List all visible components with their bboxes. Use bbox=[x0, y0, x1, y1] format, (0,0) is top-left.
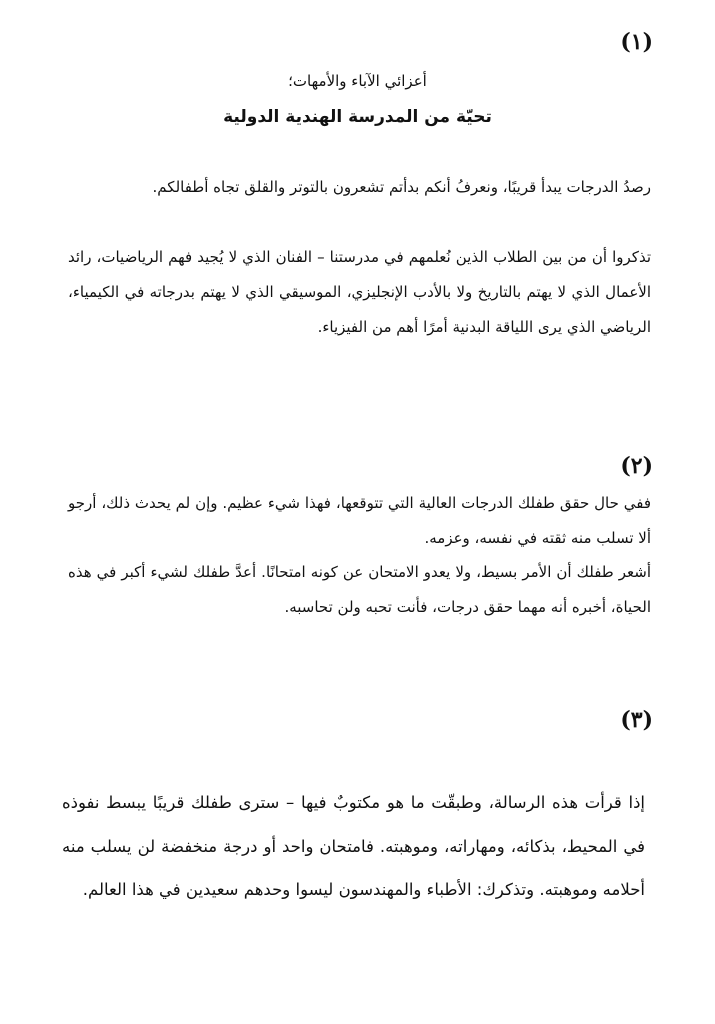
section-1-paragraph-1: رصدُ الدرجات يبدأ قريبًا، ونعرفُ أنكم بدأتم تشعرون بالتوتر والقلق تجاه أطفالكم. bbox=[152, 178, 651, 196]
section-3-number: (٣) bbox=[620, 707, 653, 733]
section-2-number: (٢) bbox=[620, 453, 653, 479]
letter-title: تحيّة من المدرسة الهندية الدولية bbox=[223, 107, 492, 127]
section-1-paragraph-2: تذكروا أن من بين الطلاب الذين نُعلمهم في مدرستنا – الفنان الذي لا يُجيد فهم الرياضيات، رائد الأعمال الذي لا يهتم بالتاريخ ولا بالأدب الإنجليزي، الموسيقي الذي لا يهتم بدرجاته في الكيمياء، الرياضي الذي يرى اللياقة البدنية أمرًا أهم من الفيزياء. bbox=[68, 248, 651, 336]
section-2-paragraph-2: أشعر طفلك أن الأمر بسيط، ولا يعدو الامتحان عن كونه امتحانًا. أعدَّ طفلك لشيء أكبر في هذه الحياة، أخبره أنه مهما حقق درجات، فأنت تحبه ولن تحاسبه. bbox=[68, 563, 651, 616]
section-1-number: (١) bbox=[620, 29, 653, 55]
section-3-paragraph-1: إذا قرأت هذه الرسالة، وطبقّت ما هو مكتوبٌ فيها – سترى طفلك قريبًا يبسط نفوذه في المحيط، بذكائه، ومهاراته، وموهبته. فامتحان واحد أو درجة منخفضة لن يسلب منه أحلامه وموهبته. وتذكرك: الأطباء والمهندسون ليسوا وحدهم سعيدين في هذا العالم. bbox=[62, 793, 645, 899]
greeting: أعزائي الآباء والأمهات؛ bbox=[288, 72, 427, 90]
section-2-paragraph-1: ففي حال حقق طفلك الدرجات العالية التي تتوقعها، فهذا شيء عظيم. وإن لم يحدث ذلك، أرجو ألا تسلب منه ثقته في نفسه، وعزمه. bbox=[68, 494, 651, 547]
